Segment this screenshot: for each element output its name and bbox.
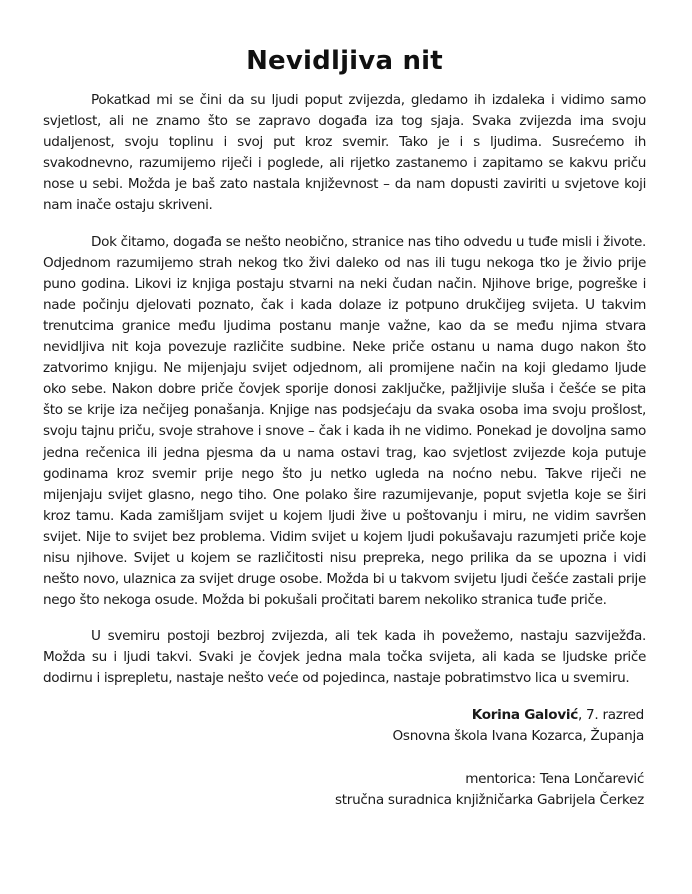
author-line xyxy=(43,705,644,727)
librarian-line: stručna suradnica knjižničarka Gabrijela Čerkez xyxy=(334,792,644,809)
document-title: Nevidljiva nit xyxy=(246,46,443,76)
paragraph-1: Pokatkad mi se čini da su ljudi poput zvijezda, gledamo ih izdaleka i vidimo samo svjetlost, ali ne znamo što se zapravo događa iza tog sjaja. Svaka zvijezda ima svoju udaljenost, svoju toplinu i svoj put kroz svemir. Tako je i s ljudima. Susrećemo ih svakodnevno, razumijemo riječi i poglede, ali rijetko zastanemo i zapitamo se kakvu priču nose u sebi. Možda je baš zato nastala književnost – da nam dopusti zaviriti u svjetove koji nam inače ostaju skriveni. xyxy=(43,92,646,214)
signature-block xyxy=(43,705,646,812)
mentor-line: mentorica: Tena Lončarević xyxy=(465,770,644,787)
school-name: Osnovna škola Ivana Kozarca, Županja xyxy=(392,728,644,745)
document-page xyxy=(43,44,646,812)
author-grade: , 7. razred xyxy=(578,706,644,723)
paragraph-3: U svemiru postoji bezbroj zvijezda, ali tek kada ih povežemo, nastaju sazviježđa. Možda su i ljudi takvi. Svaki je čovjek jedna mala točka svijeta, ali kada se ljudske priče dodirnu i isprepletu, nastaje nešto veće od pojedinca, nastaje pobratimstvo lica u svemiru. xyxy=(43,628,646,687)
paragraph-2: Dok čitamo, događa se nešto neobično, stranice nas tiho odvedu u tuđe misli i živote. Odjednom razumijemo strah nekog tko živi daleko od nas ili tugu nekoga tko je živio prije puno godina. Likovi iz knjiga postaju stvarni na neki čudan način. Njihove brige, pogreške i nade počinju djelovati poznato, čak i kada dolaze iz potpuno drukčijeg svijeta. U takvim trenutcima granice među ljudima postanu manje važne, kao da se među njima stvara nevidljiva nit koja povezuje različite sudbine. Neke priče ostanu u nama dugo nakon što zatvorimo knjigu. Ne mijenjaju svijet odjednom, ali promijene način na koji gledamo ljude oko sebe. Nakon dobre priče čovjek sporije donosi zaključke, pažljivije sluša i češće se pita što se krije iza nečijeg ponašanja. Knjige nas podsjećaju da svaka osoba ima svoju prošlost, svoju tajnu priču, svoje strahove i snove – čak i kada ih ne vidimo. Ponekad je dovoljna samo jedna rečenica ili jedna pjesma da u nama ostavi trag, kao svjetlost zvijezde koja putuje godinama kroz svemir prije nego što ju netko ugleda na noćno nebu. Takve riječi ne mijenjaju svijet glasno, nego tiho. One polako šire razumijevanje, poput svjetla koje se širi kroz tamu. Kada zamišljam svijet u kojem ljudi žive u poštovanju i miru, ne vidim savršen svijet. Nije to svijet bez problema. Vidim svijet u kojem ljudi pokušavaju razumjeti priče koje nisu njihove. Svijet u kojem se različitosti nisu prepreka, nego prilika da se upozna i vidi nešto novo, ulaznica za svijet druge osobe. Možda bi u takvom svijetu ljudi češće zastali prije nego što nekoga osude. Možda bi pokušali pročitati barem nekoliko stranica tuđe priče. xyxy=(43,233,646,609)
author-name: Korina Galović xyxy=(471,706,579,723)
signature-spacer xyxy=(43,748,644,769)
